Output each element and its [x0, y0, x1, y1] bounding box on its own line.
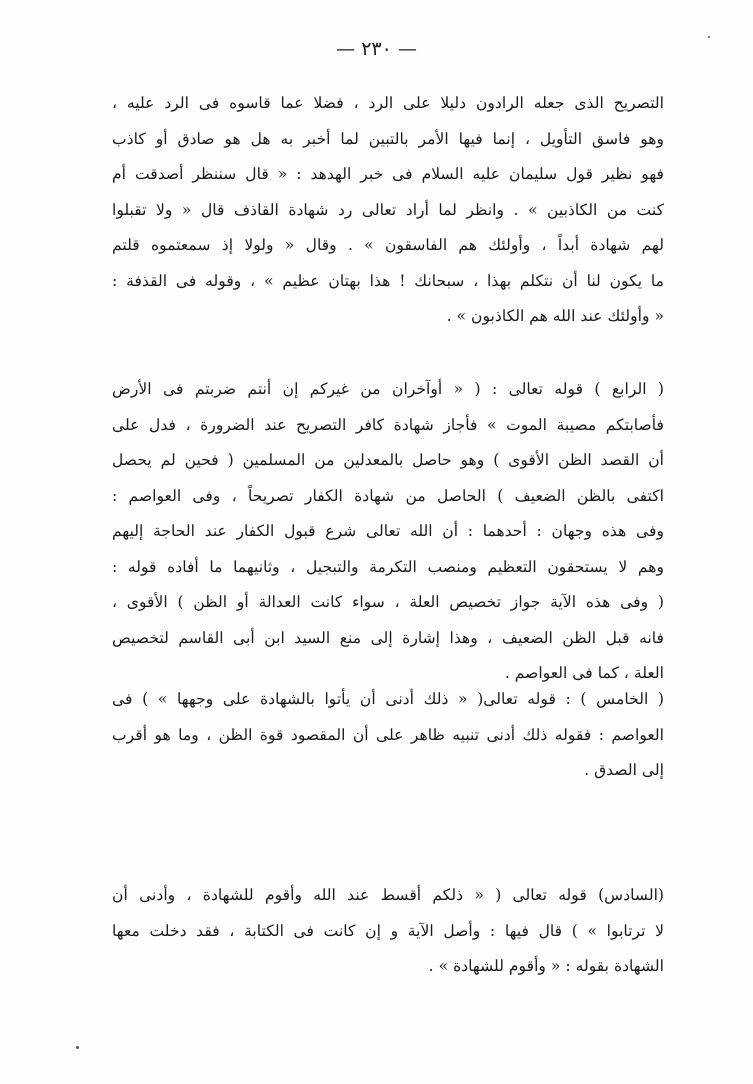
text-line: فهو نظير قول سليمان عليه السلام فى خبر الهدهد : « قال سننظر أصدقت أم: [112, 165, 664, 183]
paragraph-4: [112, 878, 664, 985]
text-line: وفى هذه وجهان : أحدهما : أن الله تعالى شرع قبول الكفار عند الحاجة إليهم: [112, 522, 664, 540]
text-line: لا ترتابوا » ) قال فيها : وأصل الآية و إن كانت فى الكتابة ، فقد دخلت معها: [112, 921, 664, 940]
text-line: لهم شهادة أبداً ، وأولئك هم الفاسقون » . وقال « ولولا إذ سمعتموه قلتم: [112, 236, 664, 254]
scan-speck: [708, 36, 710, 38]
scan-speck: [76, 1046, 79, 1049]
text-line: ( الرابع ) قوله تعالى : ( « أوآخران من غيركم إن أنتم ضربتم فى الأرض: [112, 380, 664, 398]
text-line: ما يكون لنا أن نتكلم بهذا ، سبحانك ! هذا بهتان عظيم » ، وقوله فى القذفة :: [112, 271, 664, 290]
text-line: اكتفى بالظن الضعيف ) الحاصل من شهادة الكفار تصريحاً ، وفى العواصم :: [112, 486, 664, 505]
text-line: « وأولئك عند الله هم الكاذبون » .: [446, 307, 664, 325]
paragraph-1: [112, 86, 664, 335]
text-line: كنت من الكاذبين » . وانظر لما أراد تعالى رد شهادة القاذف قال « ولا تقبلوا: [112, 200, 664, 219]
text-line: العلة ، كما فى العواصم .: [504, 664, 664, 682]
text-line: (السادس) قوله تعالى ( « ذلكم أقسط عند الله وأقوم للشهادة ، وأدنى أن: [112, 886, 664, 904]
text-line: وهم لا يستحقون التعظيم ومنصب التكرمة والتبجيل ، وثانيهما ما أفاده قوله :: [112, 557, 664, 576]
text-line: فأصابتكم مصيبة الموت » فأجاز شهادة كافر التصريح عند الضرورة ، فدل على: [112, 415, 664, 434]
paragraph-3: [112, 682, 664, 789]
text-line: إلى الصدق .: [584, 761, 664, 779]
text-line: ( الخامس ) : قوله تعالى( « ذلك أدنى أن يأتوا بالشهادة على وجهها » ) فى: [112, 690, 664, 708]
paragraph-2: [112, 372, 664, 692]
text-line: وهو فاسق التأويل ، إنما فيها الأمر بالتبين لما أخبر به هل هو صادق أو كاذب: [112, 129, 664, 148]
text-line: أن القصد الظن الأقوى ) وهو حاصل بالمعدلين من المسلمين ( فحين لم يحصل: [112, 451, 664, 469]
text-line: الشهادة بقوله : « وأقوم للشهادة » .: [428, 957, 664, 975]
page-number: — ٢٣٠ —: [336, 38, 417, 60]
text-line: ( وفى هذه الآية جواز تخصيص العلة ، سواء كانت العدالة أو الظن ) الأقوى ،: [112, 593, 664, 611]
text-line: فانه قبل الظن الضعيف ، وهذا إشارة إلى منع السيد ابن أبى القاسم لتخصيص: [112, 628, 664, 647]
text-line: العواصم : فقوله ذلك أدنى تنبيه ظاهر على أن المقصود قوة الظن ، وما هو أقرب: [112, 725, 664, 744]
text-line: التصريح الذى جعله الرادون دليلا على الرد ، فضلا عما قاسوه فى الرد عليه ،: [112, 94, 664, 112]
